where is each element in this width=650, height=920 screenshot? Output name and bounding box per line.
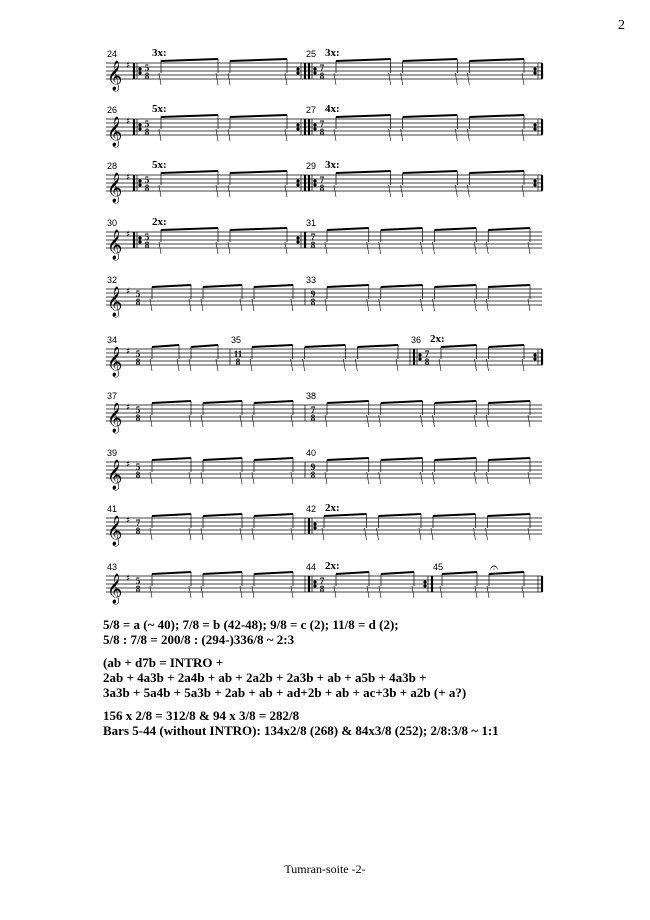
treble-clef-icon: 𝄞 <box>107 460 123 490</box>
note-beam <box>381 285 423 287</box>
analysis-line: 2ab + 4a3b + 2a4b + ab + 2a2b + 2a3b + ab + a5b + 4a3b + <box>103 670 427 685</box>
bar-number: 38 <box>306 391 317 401</box>
repeat-dot <box>138 183 141 186</box>
note-beam <box>336 171 391 173</box>
bar-number: 33 <box>306 275 317 285</box>
repeat-dot <box>138 127 141 130</box>
note-beam <box>469 171 524 173</box>
time-sig-denominator: 8 <box>424 357 430 367</box>
repeat-count-label: 4x: <box>325 103 340 115</box>
fermata-icon: 𝄐 <box>490 560 498 576</box>
repeat-dot <box>423 584 426 587</box>
time-sig-numerator: 5 <box>144 119 150 129</box>
note-beam <box>441 345 477 347</box>
note-beam <box>336 115 391 117</box>
repeat-dot <box>138 123 141 126</box>
time-sig-denominator: 8 <box>144 183 150 193</box>
note-beam <box>203 401 242 403</box>
bar-number: 39 <box>107 448 118 458</box>
repeat-dot <box>296 67 299 70</box>
repeat-dot <box>533 179 536 182</box>
bar-number: 29 <box>306 161 317 171</box>
repeat-dot <box>533 123 536 126</box>
note-beam <box>403 171 458 173</box>
page-number: 2 <box>618 18 625 33</box>
repeat-dot <box>418 357 421 360</box>
note-beam <box>435 228 477 230</box>
bar-number: 40 <box>306 448 317 458</box>
time-sig-denominator: 8 <box>319 584 325 594</box>
treble-clef-icon: 𝄞 <box>107 403 123 433</box>
repeat-dot <box>533 357 536 360</box>
analysis-line: Bars 5-44 (without INTRO): 134x2/8 (268) & 84x3/8 (252); 2/8:3/8 ~ 1:1 <box>103 723 499 738</box>
sharp-icon: ♯ <box>126 460 131 470</box>
note-beam <box>327 458 369 460</box>
time-sig-denominator: 8 <box>135 526 141 536</box>
bar-number: 36 <box>411 335 422 345</box>
treble-clef-icon: 𝄞 <box>107 117 123 147</box>
bar-number: 35 <box>231 335 242 345</box>
bar-number: 27 <box>306 105 317 115</box>
note-beam <box>203 458 242 460</box>
time-sig-numerator: 5 <box>144 175 150 185</box>
note-beam <box>488 458 530 460</box>
note-beam <box>230 59 287 61</box>
repeat-count-label: 5x: <box>152 103 167 115</box>
staff-system <box>106 275 542 318</box>
repeat-dot <box>313 183 316 186</box>
sharp-icon: ♯ <box>126 287 131 297</box>
repeat-dot <box>533 67 536 70</box>
note-beam <box>305 345 346 347</box>
time-sig-numerator: 7 <box>310 232 316 242</box>
time-sig-denominator: 8 <box>235 357 241 367</box>
repeat-dot <box>296 71 299 74</box>
bar-number: 30 <box>107 218 118 228</box>
staff-system <box>106 159 542 204</box>
bar-number: 34 <box>107 335 118 345</box>
note-beam <box>254 285 293 287</box>
sharp-icon: ♯ <box>126 117 131 127</box>
note-beam <box>152 458 191 460</box>
note-beam <box>469 59 524 61</box>
time-sig-numerator: 5 <box>135 462 141 472</box>
bar-number: 45 <box>433 562 444 572</box>
time-sig-denominator: 8 <box>135 413 141 423</box>
time-sig-denominator: 8 <box>310 240 316 250</box>
note-beam <box>327 228 369 230</box>
note-beam <box>488 514 531 516</box>
time-sig-denominator: 8 <box>310 413 316 423</box>
time-sig-denominator: 8 <box>310 297 316 307</box>
note-beam <box>152 401 191 403</box>
staff-system <box>106 103 542 148</box>
bar-number: 43 <box>107 562 118 572</box>
note-beam <box>161 59 218 61</box>
treble-clef-icon: 𝄞 <box>107 574 123 604</box>
time-sig-denominator: 8 <box>135 584 141 594</box>
repeat-count-label: 2x: <box>430 333 445 345</box>
note-beam <box>203 572 242 574</box>
time-sig-numerator: 5 <box>135 349 141 359</box>
note-beam <box>327 401 369 403</box>
treble-clef-icon: 𝄞 <box>107 516 123 546</box>
note-beam <box>403 59 458 61</box>
note-beam <box>433 514 476 516</box>
time-sig-numerator: 7 <box>319 175 325 185</box>
sharp-icon: ♯ <box>126 61 131 71</box>
note-beam <box>442 572 477 574</box>
note-beam <box>324 514 367 516</box>
repeat-dot <box>313 67 316 70</box>
repeat-dot <box>138 179 141 182</box>
time-sig-denominator: 8 <box>319 127 325 137</box>
repeat-count-label: 2x: <box>325 560 340 572</box>
repeat-dot <box>313 580 316 583</box>
repeat-dot <box>533 183 536 186</box>
time-sig-numerator: 7 <box>319 63 325 73</box>
time-sig-denominator: 8 <box>144 71 150 81</box>
time-sig-numerator: 11 <box>233 349 243 359</box>
analysis-block-form <box>103 655 499 700</box>
note-beam <box>381 458 423 460</box>
time-sig-denominator: 8 <box>135 297 141 307</box>
repeat-dot <box>313 123 316 126</box>
treble-clef-icon: 𝄞 <box>107 287 123 317</box>
note-beam <box>254 572 293 574</box>
time-sig-numerator: 5 <box>135 405 141 415</box>
repeat-dot <box>423 580 426 583</box>
staff-system <box>106 448 542 491</box>
repeat-dot <box>313 522 316 525</box>
note-beam <box>152 572 191 574</box>
repeat-dot <box>533 127 536 130</box>
note-beam <box>435 285 477 287</box>
treble-clef-icon: 𝄞 <box>107 173 123 203</box>
note-beam <box>488 228 530 230</box>
sharp-icon: ♯ <box>126 347 131 357</box>
note-beam <box>336 59 391 61</box>
note-beam <box>254 458 293 460</box>
bar-number: 26 <box>107 105 118 115</box>
note-beam <box>161 228 218 230</box>
repeat-dot <box>296 127 299 130</box>
sharp-icon: ♯ <box>126 230 131 240</box>
time-sig-denominator: 8 <box>310 470 316 480</box>
repeat-count-label: 2x: <box>152 216 167 228</box>
note-beam <box>435 458 477 460</box>
note-beam <box>357 345 398 347</box>
staff-system <box>106 560 542 605</box>
repeat-dot <box>296 183 299 186</box>
repeat-dot <box>296 123 299 126</box>
repeat-dot <box>313 584 316 587</box>
time-sig-denominator: 8 <box>319 71 325 81</box>
note-beam <box>230 171 287 173</box>
repeat-count-label: 3x: <box>325 159 340 171</box>
page-footer: Tumran-soite -2- <box>284 862 366 876</box>
repeat-dot <box>313 127 316 130</box>
note-beam <box>469 115 524 117</box>
note-beam <box>161 115 218 117</box>
treble-clef-icon: 𝄞 <box>107 347 123 377</box>
time-sig-numerator: 9 <box>310 289 316 299</box>
sharp-icon: ♯ <box>126 173 131 183</box>
note-beam <box>336 572 369 574</box>
note-beam <box>488 401 530 403</box>
time-sig-numerator: 7 <box>310 405 316 415</box>
repeat-dot <box>533 71 536 74</box>
note-beam <box>230 115 287 117</box>
repeat-dot <box>296 240 299 243</box>
repeat-dot <box>138 240 141 243</box>
analysis-block-totals <box>103 708 499 738</box>
bar-number: 41 <box>107 504 118 514</box>
note-beam <box>230 228 287 230</box>
sharp-icon: ♯ <box>126 403 131 413</box>
note-beam <box>252 345 293 347</box>
note-beam <box>254 514 293 516</box>
repeat-dot <box>296 236 299 239</box>
analysis-line: 5/8 = a (~ 40); 7/8 = b (42-48); 9/8 = c (2); 11/8 = d (2); <box>103 617 399 632</box>
note-beam <box>152 514 191 516</box>
note-beam <box>203 514 242 516</box>
note-beam <box>161 171 218 173</box>
time-sig-numerator: 9 <box>310 462 316 472</box>
repeat-dot <box>533 353 536 356</box>
time-sig-denominator: 8 <box>144 127 150 137</box>
repeat-dot <box>418 353 421 356</box>
staff-system <box>106 391 542 434</box>
treble-clef-icon: 𝄞 <box>107 61 123 91</box>
note-beam <box>488 285 530 287</box>
time-sig-numerator: 7 <box>424 349 430 359</box>
bar-number: 37 <box>107 391 118 401</box>
note-beam <box>327 285 369 287</box>
repeat-dot <box>138 71 141 74</box>
analysis-notes <box>103 617 499 746</box>
repeat-dot <box>296 179 299 182</box>
note-beam <box>489 345 525 347</box>
bar-number: 31 <box>306 218 317 228</box>
note-beam <box>381 572 414 574</box>
note-beam <box>191 345 218 347</box>
note-beam <box>381 228 423 230</box>
repeat-dot <box>313 179 316 182</box>
time-sig-numerator: 5 <box>135 289 141 299</box>
time-sig-numerator: 7 <box>319 576 325 586</box>
time-sig-numerator: 7 <box>135 518 141 528</box>
repeat-count-label: 3x: <box>152 47 167 59</box>
analysis-line: 3a3b + 5a4b + 5a3b + 2ab + ab + ad+2b + ab + ac+3b + a2b (+ a?) <box>103 685 467 700</box>
note-beam <box>381 401 423 403</box>
repeat-dot <box>313 71 316 74</box>
note-beam <box>203 285 242 287</box>
bar-number: 28 <box>107 161 118 171</box>
note-beam <box>379 514 422 516</box>
treble-clef-icon: 𝄞 <box>107 230 123 260</box>
time-sig-numerator: 5 <box>144 232 150 242</box>
repeat-count-label: 2x: <box>325 502 340 514</box>
staff-system <box>106 216 542 261</box>
note-beam <box>254 401 293 403</box>
analysis-line: 5/8 : 7/8 = 200/8 : (294-)336/8 ~ 2:3 <box>103 632 295 647</box>
bar-number: 42 <box>306 504 317 514</box>
sharp-icon: ♯ <box>126 516 131 526</box>
note-beam <box>403 115 458 117</box>
repeat-dot <box>313 526 316 529</box>
repeat-dot <box>138 67 141 70</box>
repeat-count-label: 5x: <box>152 159 167 171</box>
time-sig-numerator: 5 <box>144 63 150 73</box>
time-sig-denominator: 8 <box>135 357 141 367</box>
analysis-line: 156 x 2/8 = 312/8 & 94 x 3/8 = 282/8 <box>103 708 300 723</box>
analysis-block-meters <box>103 617 499 647</box>
bar-number: 44 <box>306 562 317 572</box>
note-beam <box>435 401 477 403</box>
bar-number: 25 <box>306 49 317 59</box>
bar-number: 32 <box>107 275 118 285</box>
time-sig-numerator: 5 <box>135 576 141 586</box>
note-beam <box>152 285 191 287</box>
time-sig-denominator: 8 <box>135 470 141 480</box>
repeat-count-label: 3x: <box>325 47 340 59</box>
staff-system <box>106 47 542 92</box>
time-sig-denominator: 8 <box>144 240 150 250</box>
note-beam <box>152 345 179 347</box>
bar-number: 24 <box>107 49 118 59</box>
staff-system <box>106 333 542 378</box>
repeat-dot <box>138 236 141 239</box>
staff-system <box>106 502 542 547</box>
sharp-icon: ♯ <box>126 574 131 584</box>
time-sig-denominator: 8 <box>319 183 325 193</box>
analysis-line: (ab + d7b = INTRO + <box>103 655 224 670</box>
time-sig-numerator: 7 <box>319 119 325 129</box>
